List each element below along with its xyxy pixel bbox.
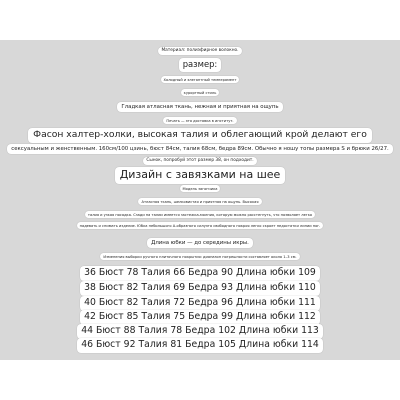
text-line: Модель загончика	[180, 185, 221, 192]
line-skirt-length	[0, 238, 400, 248]
line-halter-style	[0, 128, 400, 143]
line-print-delivery	[0, 117, 400, 124]
line-a-line-skirt	[0, 222, 400, 229]
line-resort-style	[0, 89, 400, 96]
size-row: 46 Бюст 92 Талия 81 Бедра 105 Длина юбки 114	[77, 338, 323, 353]
text-line: надевать и снимать изделие. Юбка небольшого А-образного силуэта свободного покроя легко скроет недостатки линии ног.	[77, 222, 324, 229]
size-row: 42 Бюст 85 Талия 75 Бедра 99 Длина юбки 112	[80, 310, 320, 325]
text-line: Атласная ткань, шелковистая и приятная на ощупь. Высокая	[138, 198, 261, 205]
line-zipper	[0, 211, 400, 218]
size-row: 44 Бюст 88 Талия 78 Бедра 102 Длина юбки 113	[77, 324, 323, 339]
text-line: Материал: полиэфирное волокно.	[158, 47, 241, 55]
text-line: размер:	[179, 58, 222, 72]
size-row-38	[0, 281, 400, 296]
text-line: Изменения выборки ручного плиточного покрытия: диапазон погрешности составляет около 1–3 см.	[100, 253, 299, 260]
text-line: Длина юбки — до середины икры.	[147, 238, 253, 248]
text-line: Сынок, попробуй этот размер 38, он подходит.	[143, 157, 256, 165]
size-row-42	[0, 310, 400, 325]
line-temperament	[0, 76, 400, 83]
document-image	[0, 40, 400, 360]
text-line: Гладкая атласная ткань, нежная и приятная на ощупь	[117, 102, 282, 112]
size-row: 36 Бюст 78 Талия 66 Бедра 90 Длина юбки 109	[80, 266, 320, 281]
size-row: 40 Бюст 82 Талия 72 Бедра 96 Длина юбки 111	[80, 296, 320, 311]
text-line: сексуальным и женственным. 160см/100 цзинь, бюст 84см, талия 68см, бедра 89см. Обычно я ношу топы размера S и брюки 26/27.	[7, 144, 392, 154]
line-measurement-note	[0, 253, 400, 260]
line-satin-fabric	[0, 102, 400, 112]
text-line: Дизайн с завязками на шее	[115, 167, 286, 184]
line-neck-tie-design	[0, 167, 400, 184]
text-line: Печать — это доставка в институт.	[163, 117, 236, 124]
text-line: Фасон халтер-холки, высокая талия и облегающий крой делают его	[28, 128, 372, 143]
text-line: Холодный и элегантный темперамент	[161, 76, 240, 83]
line-son-size	[0, 157, 400, 165]
size-row: 38 Бюст 82 Талия 69 Бедра 93 Длина юбки 110	[80, 281, 320, 296]
line-measurements	[0, 144, 400, 154]
line-satin-silky	[0, 198, 400, 205]
line-material	[0, 47, 400, 55]
size-row-36	[0, 266, 400, 281]
text-line: талия и узкая посадка. Сзади на талии имеется застежка-молния, которую можно расстегнуть, что позволяет легко	[85, 211, 315, 218]
text-line: курортный стиль	[181, 89, 220, 96]
size-row-44	[0, 324, 400, 339]
size-row-46	[0, 338, 400, 353]
line-size-heading	[0, 58, 400, 72]
size-row-40	[0, 296, 400, 311]
line-model	[0, 185, 400, 192]
